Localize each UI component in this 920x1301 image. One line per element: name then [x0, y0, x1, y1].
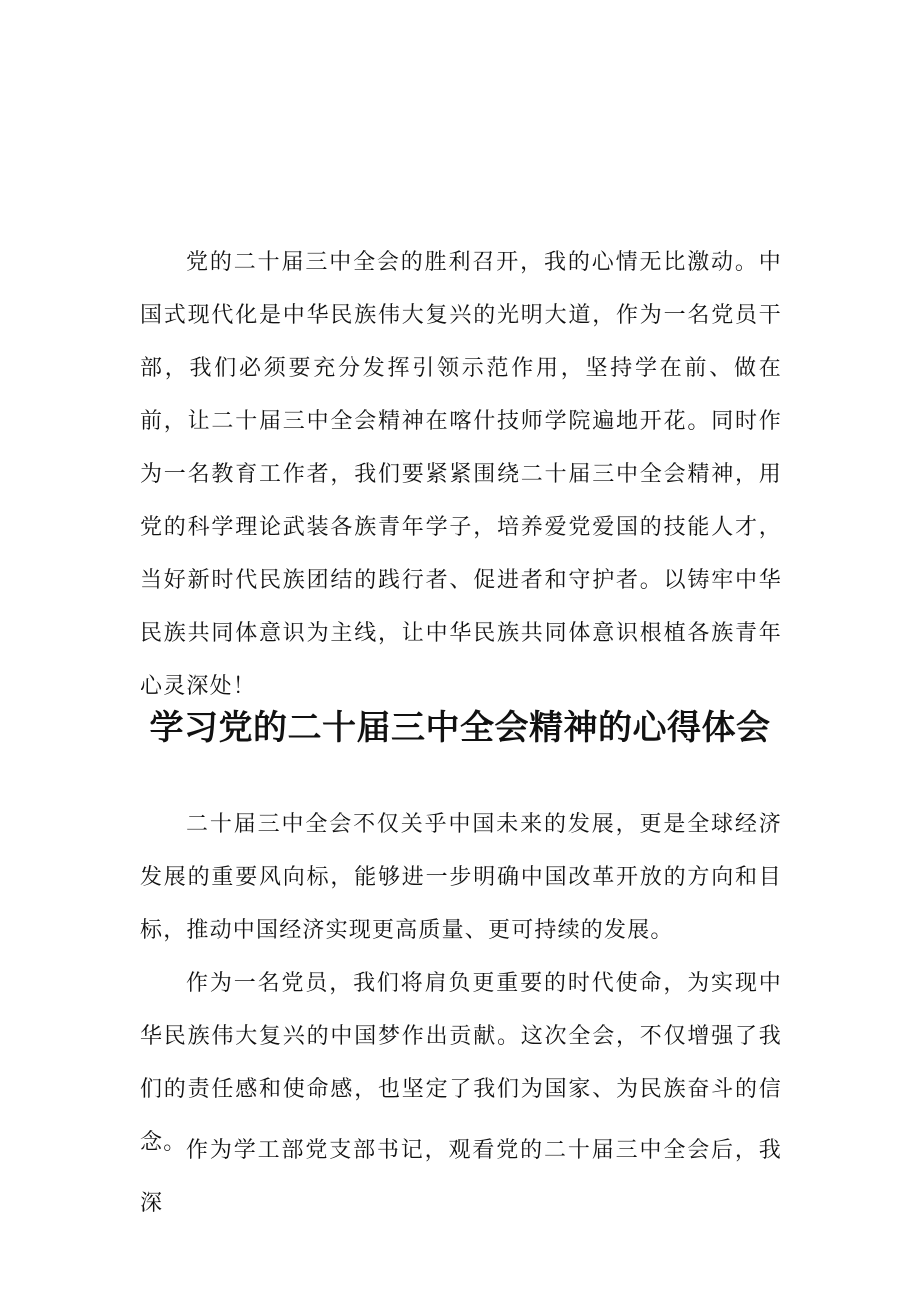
- section-title: 学习党的二十届三中全会精神的心得体会: [149, 708, 771, 748]
- paragraph-3: 作为一名党员，我们将肩负更重要的时代使命，为实现中华民族伟大复兴的中国梦作出贡献。这次全会，不仅增强了我们的责任感和使命感，也坚定了我们为国家、为民族奋斗的信念。: [140, 971, 782, 1155]
- paragraph-4: 作为学工部党支部书记，观看党的二十届三中全会后，我深: [140, 1138, 782, 1216]
- paragraph-1: 党的二十届三中全会的胜利召开，我的心情无比激动。中国式现代化是中华民族伟大复兴的光明大道，作为一名党员干部，我们必须要充分发挥引领示范作用，坚持学在前、做在前，让二十届三中全会精神在喀什技师学院遍地开花。同时作为一名教育工作者，我们要紧紧围绕二十届三中全会精神，用党的科学理论武装各族青年学子，培养爱党爱国的技能人才，当好新时代民族团结的践行者、促进者和守护者。以铸牢中华民族共同体意识为主线，让中华民族共同体意识根植各族青年心灵深处！: [140, 250, 782, 699]
- paragraph-2: 二十届三中全会不仅关乎中国未来的发展，更是全球经济发展的重要风向标，能够进一步明确中国改革开放的方向和目标，推动中国经济实现更高质量、更可持续的发展。: [140, 812, 782, 943]
